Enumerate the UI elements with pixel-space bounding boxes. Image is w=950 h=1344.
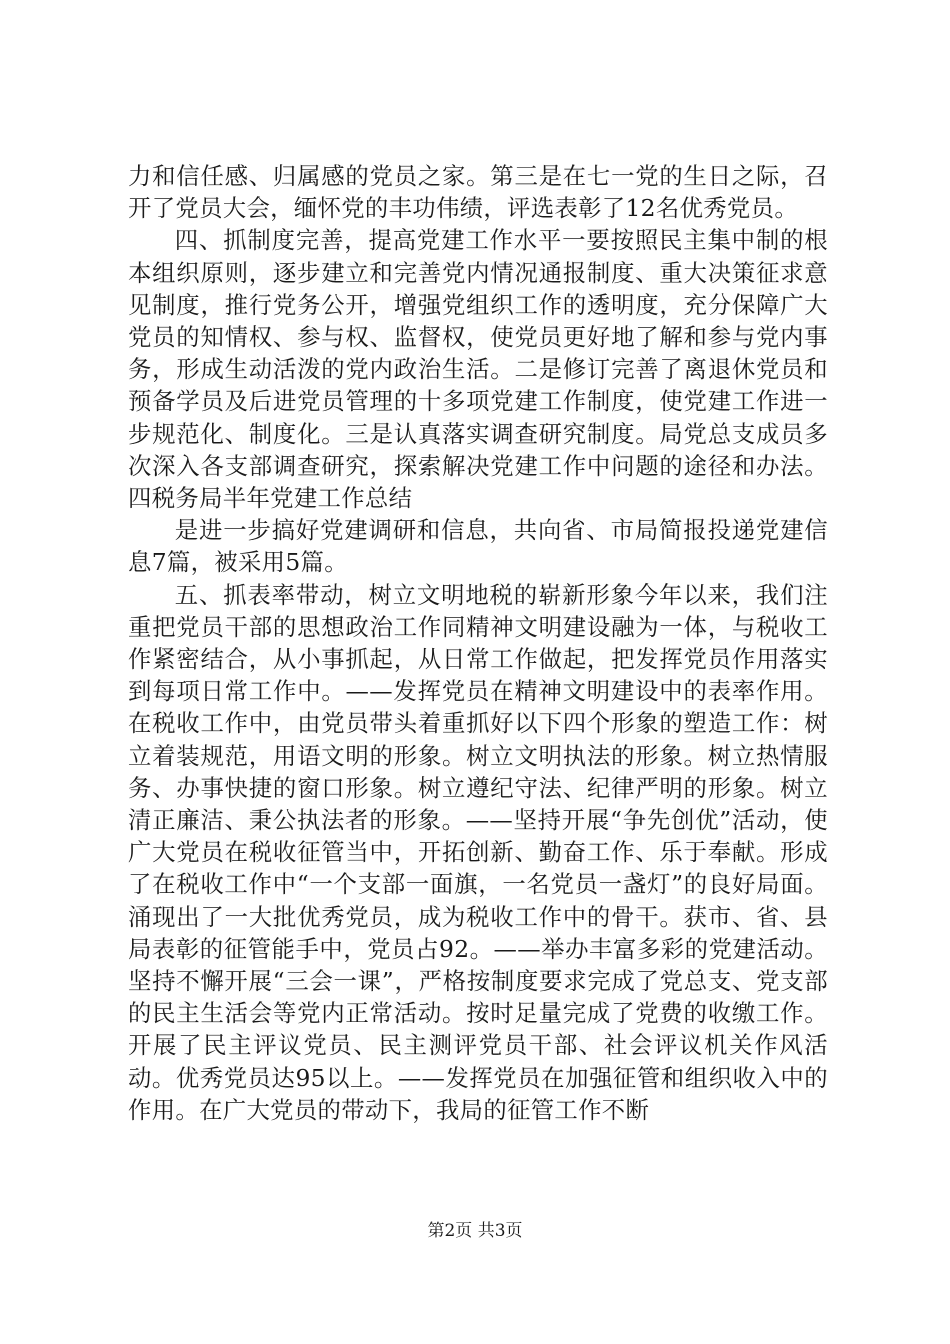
paragraph-section-five: 五、抓表率带动，树立文明地税的崭新形象今年以来，我们注重把党员干部的思想政治工作同精神文明建设融为一体，与税收工作紧密结合，从小事抓起，从日常工作做起，把发挥党员作用落实到每项日常工作中。——发挥党员在精神文明建设中的表率作用。在税收工作中，由党员带头着重抓好以下四个形象的塑造工作：树立着装规范，用语文明的形象。树立文明执法的形象。树立热情服务、办事快捷的窗口形象。树立遵纪守法、纪律严明的形象。树立清正廉洁、秉公执法者的形象。——坚持开展“争先创优”活动，使广大党员在税收征管当中，开拓创新、勤奋工作、乐于奉献。形成了在税收工作中“一个支部一面旗，一名党员一盏灯”的良好局面。涌现出了一大批优秀党员，成为税收工作中的骨干。获市、省、县局表彰的征管能手中，党员占92。——举办丰富多彩的党建活动。坚持不懈开展“三会一课”，严格按制度要求完成了党总支、党支部的民主生活会等党内正常活动。按时足量完成了党费的收缴工作。开展了民主评议党员、民主测评党员干部、社会评议机关作风活动。优秀党员达95以上。——发挥党员在加强征管和组织收入中的作用。在广大党员的带动下，我局的征管工作不断 xyxy=(128,580,828,1124)
document-body xyxy=(128,160,828,1126)
paragraph-continuation: 力和信任感、归属感的党员之家。第三是在七一党的生日之际，召开了党员大会，缅怀党的丰功伟绩，评选表彰了12名优秀党员。 xyxy=(128,162,828,223)
paragraph-research-info: 是进一步搞好党建调研和信息，共向省、市局简报投递党建信息7篇，被采用5篇。 xyxy=(128,516,828,577)
page-footer: 第2页 共3页 xyxy=(427,1221,523,1241)
paragraph-section-four: 四、抓制度完善，提高党建工作水平一要按照民主集中制的根本组织原则，逐步建立和完善党内情况通报制度、重大决策征求意见制度，推行党务公开，增强党组织工作的透明度，充分保障广大党员的知情权、参与权、监督权，使党员更好地了解和参与党内事务，形成生动活泼的党内政治生活。二是修订完善了离退休党员和预备学员及后进党员管理的十多项党建工作制度，使党建工作进一步规范化、制度化。三是认真落实调查研究制度。局党总支成员多次深入各支部调查研究，探索解决党建工作中问题的途径和办法。四税务局半年党建工作总结 xyxy=(128,226,828,513)
